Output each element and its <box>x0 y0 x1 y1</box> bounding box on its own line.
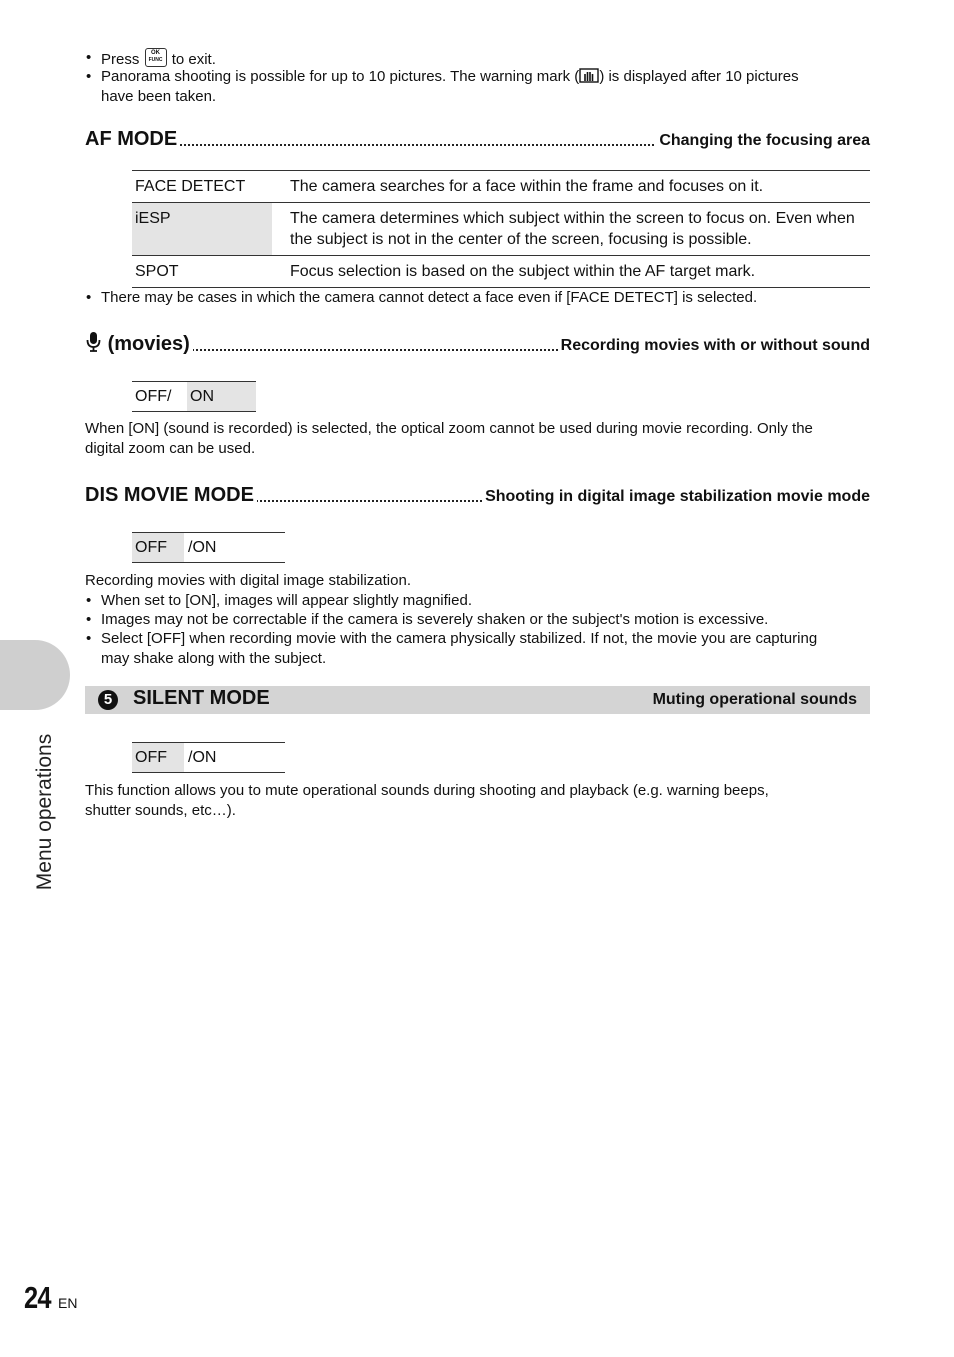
movies-subtitle: Recording movies with or without sound <box>558 337 870 355</box>
dis-bullet-3 <box>86 629 881 668</box>
option-off-default: OFF <box>132 533 184 562</box>
silent-mode-header <box>85 686 870 714</box>
dis-b2-text: Images may not be correctable if the camera is severely shaken or the subject's motion is excessive. <box>101 611 769 628</box>
silent-desc-line1: This function allows you to mute operational sounds during shooting and playback (e.g. warning beeps, <box>85 782 769 799</box>
movies-description <box>85 419 885 458</box>
silent-description <box>85 781 885 820</box>
bullet-dot: • <box>86 592 92 609</box>
ok-func-button-icon: OK FUNC <box>145 48 167 67</box>
movies-title-wrap <box>85 331 193 356</box>
section-number-badge: 5 <box>98 690 118 710</box>
panorama-text-b: ) is displayed after 10 pictures <box>599 68 799 85</box>
dis-description: Recording movies with digital image stabilization. <box>85 572 411 589</box>
movies-title: (movies) <box>107 333 190 355</box>
dis-b3-line2: may shake along with the subject. <box>101 649 327 667</box>
silent-subtitle: Muting operational sounds <box>652 691 857 708</box>
page-language: EN <box>58 1295 78 1311</box>
movies-header <box>85 332 870 358</box>
microphone-icon <box>85 331 102 353</box>
af-mode-header <box>85 127 870 153</box>
dis-b3-line1: Select [OFF] when recording movie with the camera physically stabilized. If not, the movie you are capturing <box>101 630 818 647</box>
bullet-dot: • <box>86 49 92 66</box>
silent-desc-line2: shutter sounds, etc…). <box>85 801 236 819</box>
option-off-default: OFF <box>132 743 184 772</box>
af-note-text: There may be cases in which the camera cannot detect a face even if [FACE DETECT] is selected. <box>101 289 758 306</box>
dis-title: DIS MOVIE MODE <box>85 484 257 507</box>
option-description: The camera searches for a face within the frame and focuses on it. <box>272 171 870 203</box>
bullet-dot: • <box>86 630 92 647</box>
intro-exit-text: to exit. <box>171 51 216 68</box>
intro-bullet-2 <box>86 67 881 106</box>
movies-options <box>132 381 256 412</box>
panorama-text-c: have been taken. <box>101 87 217 105</box>
option-name: iESP <box>132 203 272 256</box>
intro-press-text: Press <box>101 51 140 68</box>
table-row <box>132 171 870 203</box>
silent-options <box>132 742 285 773</box>
bullet-dot: • <box>86 611 92 628</box>
movies-desc-line2: digital zoom can be used. <box>85 439 256 457</box>
option-description: The camera determines which subject within the screen to focus on. Even when the subject is not in the center of the screen, focusing is possible. <box>272 203 870 256</box>
dis-options <box>132 532 285 563</box>
af-mode-table <box>132 170 870 288</box>
bullet-dot: • <box>86 68 92 85</box>
side-section-label: Menu operations <box>33 733 56 891</box>
option-off: OFF/ <box>135 388 172 405</box>
bullet-dot: • <box>86 289 92 306</box>
table-row <box>132 256 870 288</box>
dis-subtitle: Shooting in digital image stabilization movie mode <box>482 488 870 506</box>
camera-shake-warning-icon <box>579 67 599 84</box>
dis-bullet-1 <box>86 591 472 611</box>
page-number: 24 <box>24 1280 51 1315</box>
dis-b1-text: When set to [ON], images will appear slightly magnified. <box>101 592 472 609</box>
table-row <box>132 203 870 256</box>
option-name: SPOT <box>132 256 272 288</box>
dis-bullet-2 <box>86 610 769 630</box>
panorama-text-a: Panorama shooting is possible for up to 10 pictures. The warning mark ( <box>101 68 580 85</box>
side-tab-marker <box>0 640 70 710</box>
option-on-default: ON <box>187 382 256 411</box>
af-mode-note <box>86 288 758 308</box>
silent-title: SILENT MODE <box>133 687 270 709</box>
option-description: Focus selection is based on the subject within the AF target mark. <box>272 256 870 288</box>
option-on: /ON <box>188 749 217 766</box>
movies-desc-line1: When [ON] (sound is recorded) is selected, the optical zoom cannot be used during movie recording. Only the <box>85 420 813 437</box>
option-name: FACE DETECT <box>132 171 272 203</box>
af-mode-title: AF MODE <box>85 128 180 151</box>
af-mode-subtitle: Changing the focusing area <box>656 132 870 150</box>
dis-movie-mode-header <box>85 483 870 509</box>
option-on: /ON <box>188 539 217 556</box>
